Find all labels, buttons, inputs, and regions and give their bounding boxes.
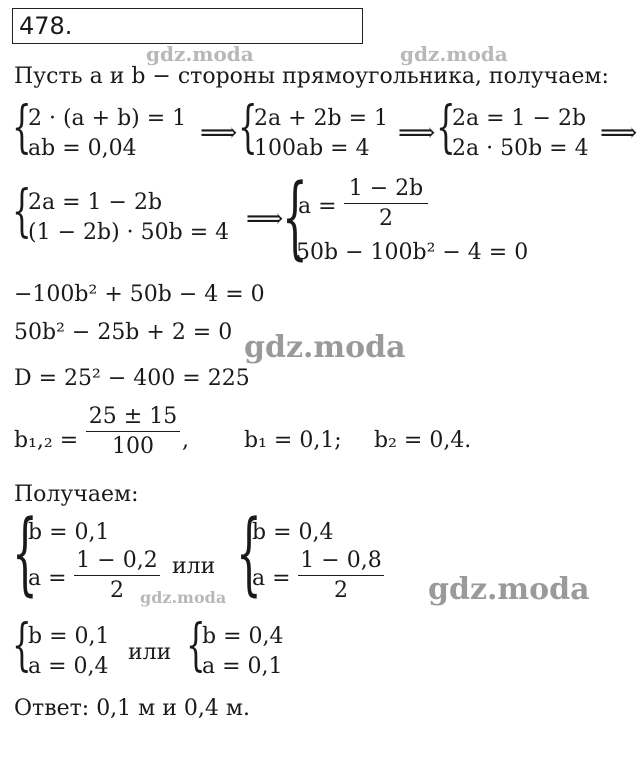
sys2-line1: 2a + 2b = 1: [254, 106, 389, 131]
fraction-bar: [344, 203, 428, 204]
fraction-denominator: 2: [334, 578, 348, 603]
get-text: Получаем:: [14, 482, 139, 507]
brace: {: [238, 95, 258, 160]
roots-lhs: b₁,₂ =: [14, 428, 79, 453]
sys3-line2: 2a · 50b = 4: [452, 136, 589, 161]
discriminant: D = 25² − 400 = 225: [14, 366, 250, 391]
sys5-fraction: [344, 176, 428, 231]
implies-arrow: ⟹: [600, 118, 638, 148]
root-b2: b₂ = 0,4.: [374, 428, 472, 453]
caseB-lhs: a =: [252, 566, 291, 591]
problem-number-box: [12, 8, 363, 44]
sys4-line1: 2a = 1 − 2b: [28, 190, 163, 215]
watermark: gdz.moda: [244, 330, 406, 365]
brace: {: [436, 95, 456, 160]
watermark: gdz.moda: [400, 42, 508, 66]
roots-fraction: [86, 404, 180, 459]
finalB-line1: b = 0,4: [202, 624, 284, 649]
implies-arrow: ⟹: [398, 118, 436, 148]
sys3-line1: 2a = 1 − 2b: [452, 106, 587, 131]
fraction-numerator: 1 − 0,2: [76, 548, 158, 573]
equation-1: −100b² + 50b − 4 = 0: [14, 282, 265, 307]
fraction-denominator: 100: [112, 434, 154, 459]
watermark: gdz.moda: [140, 588, 227, 607]
fraction-bar: [86, 431, 180, 432]
brace: {: [12, 613, 32, 678]
intro-text: Пусть a и b − стороны прямоугольника, получаем:: [14, 64, 609, 89]
caseA-lhs: a =: [28, 566, 67, 591]
sys1-line2: ab = 0,04: [28, 136, 137, 161]
watermark: gdz.moda: [428, 572, 590, 607]
brace: {: [282, 165, 308, 270]
fraction-numerator: 25 ± 15: [88, 404, 178, 429]
or-text: или: [172, 554, 216, 579]
fraction-bar: [74, 575, 160, 576]
caseB-fraction: [298, 548, 384, 603]
finalA-line2: a = 0,4: [28, 654, 109, 679]
watermark: gdz.moda: [146, 42, 254, 66]
brace: {: [236, 501, 262, 606]
finalB-line2: a = 0,1: [202, 654, 283, 679]
sys5-line2: 50b − 100b² − 4 = 0: [296, 240, 529, 265]
caseA-fraction: [74, 548, 160, 603]
problem-number: 478.: [19, 12, 73, 40]
caseA-line1: b = 0,1: [28, 520, 110, 545]
fraction-bar: [298, 575, 384, 576]
or-text: или: [128, 640, 172, 665]
sys1-line1: 2 · (a + b) = 1: [28, 106, 187, 131]
brace: {: [186, 613, 206, 678]
fraction-denominator: 2: [379, 206, 393, 231]
brace: {: [12, 501, 38, 606]
sys5-lhs: a =: [298, 194, 337, 219]
fraction-denominator: 2: [110, 578, 124, 603]
answer-text: Ответ: 0,1 м и 0,4 м.: [14, 696, 251, 721]
sys2-line2: 100ab = 4: [254, 136, 370, 161]
finalA-line1: b = 0,1: [28, 624, 110, 649]
equation-2: 50b² − 25b + 2 = 0: [14, 320, 233, 345]
implies-arrow: ⟹: [246, 204, 284, 234]
fraction-numerator: 1 − 2b: [348, 176, 424, 201]
brace: {: [12, 95, 32, 160]
implies-arrow: ⟹: [200, 118, 238, 148]
fraction-numerator: 1 − 0,8: [300, 548, 382, 573]
caseB-line1: b = 0,4: [252, 520, 334, 545]
brace: {: [12, 179, 32, 244]
root-b1: b₁ = 0,1;: [244, 428, 342, 453]
sys4-line2: (1 − 2b) · 50b = 4: [28, 220, 230, 245]
